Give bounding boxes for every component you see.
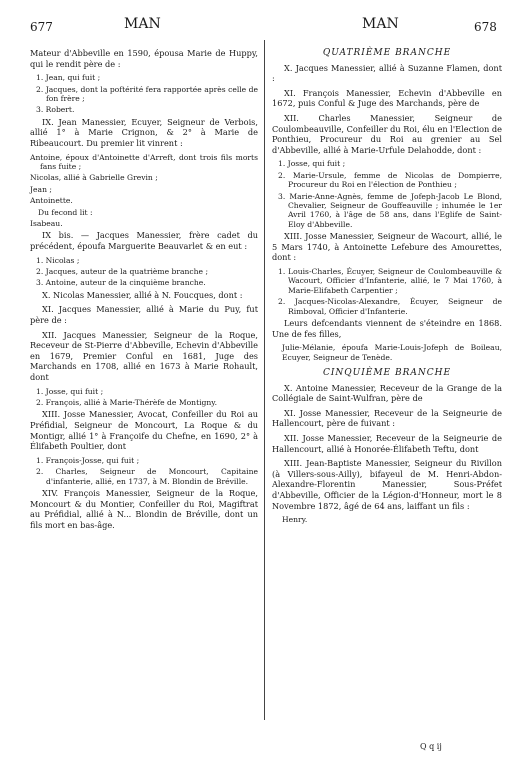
list-item: 1. Nicolas ; xyxy=(36,255,80,265)
list-item: 2. Charles, Seigneur de Moncourt, Capitaine d'infanterie, allié, en 1737, à M. Blondin de Bréville. xyxy=(36,467,258,486)
list-item: 3. Antoine, auteur de la cinquième branche. xyxy=(36,278,206,288)
list-item: 1. Jean, qui fuit ; xyxy=(36,73,101,83)
list-item: 2. Jacques-Nicolas-Alexandre, Écuyer, Seigneur de Rimboval, Officier d'Infanterie. xyxy=(278,297,502,316)
paragraph: XI. Josse Manessier, Receveur de la Seigneurie de Hallencourt, père de fuivant : xyxy=(272,407,502,429)
list-item: 1. François-Josse, qui fuit ; xyxy=(36,455,140,465)
right-column xyxy=(272,48,502,527)
list-item: Antoinette. xyxy=(30,196,73,206)
left-page-number: 677 xyxy=(30,20,53,34)
signature-mark: Q q ij xyxy=(420,742,442,751)
paragraph: XI. François Manessier, Echevin d'Abbeville en 1672, puis Conful & Juge des Marchands, père de xyxy=(272,87,502,109)
list-item: Antoine, époux d'Antoinette d'Arreft, dont trois fils morts fans fuite ; xyxy=(30,152,258,171)
right-page-number: 678 xyxy=(474,20,497,34)
list-item: 1. Josse, qui fuit ; xyxy=(278,159,346,169)
list-item: Nicolas, allié à Gabrielle Grevin ; xyxy=(30,173,158,183)
list-item: 1. Louis-Charles, Écuyer, Seigneur de Coulombeauville & Wacourt, Officier d'Infanterie, allié, le 7 Mai 1760, à Marie-Elifabeth Carpentier ; xyxy=(278,266,502,295)
left-column xyxy=(30,48,258,534)
paragraph: X. Nicolas Manessier, allié à N. Foucques, dont : xyxy=(42,289,243,300)
right-running-title: MAN xyxy=(362,16,399,32)
paragraph: XIII. Josse Manessier, Avocat, Confeiller du Roi au Préfidial, Seigneur de Moncourt, La Roque & du Montigr, allié 1° à Françoife du Chefne, en 1690, 2° à Élifabeth Poultier, dont xyxy=(30,409,258,452)
paragraph: IX. Jean Manessier, Ecuyer, Seigneur de Verbois, allié 1° à Marie Crignon, & 2° à Marie de Ribeaucourt. Du premier lit vinrent : xyxy=(30,116,258,148)
paragraph: XII. Josse Manessier, Receveur de la Seigneurie de Hallencourt, allié à Honorée-Élifabeth Teftu, dont xyxy=(272,432,502,454)
paragraph: XIII. Jean-Baptiste Manessier, Seigneur du Rivillon (à Villers-sous-Ailly), bifayeul de M. Henri-Abdon-Alexandre-Florentin Manessier, Sous-Préfet d'Abbeville, Officier de la Légion-d'Honneur, mort le 8 Novembre 1872, âgé de 64 ans, laiffant un fils : xyxy=(272,458,502,511)
paragraph: X. Antoine Manessier, Receveur de la Grange de la Collégiale de Saint-Wulfran, père de xyxy=(272,382,502,404)
list-item: Jean ; xyxy=(30,184,52,194)
list-item: Du fecond lit : xyxy=(38,207,93,217)
paragraph: Mateur d'Abbeville en 1590, épousa Marie de Huppy, qui le rendit père de : xyxy=(30,48,258,69)
list-item: 2. François, allié à Marie-Thérèfe de Montigny. xyxy=(36,398,217,407)
paragraph: XIII. Josse Manessier, Seigneur de Wacourt, allié, le 5 Mars 1740, à Antoinette Lefebure des Amourettes, dont : xyxy=(272,231,502,263)
list-item: Isabeau. xyxy=(30,219,63,229)
paragraph: IX bis. — Jacques Manessier, frère cadet du précédent, époufa Marguerite Beauvarlet & en eut : xyxy=(30,230,258,252)
list-item: 2. Jacques, dont la poftérité fera rapportée après celle de fon frère ; xyxy=(36,84,258,103)
list-item: 2. Jacques, auteur de la quatrième branche ; xyxy=(36,267,209,277)
paragraph: Julie-Mélanie, époufa Marie-Louis-Jofeph de Boileau, Ecuyer, Seigneur de Tenède. xyxy=(282,343,502,362)
section-heading: CINQUIÈME BRANCHE xyxy=(322,368,452,378)
paragraph: XI. Jacques Manessier, allié à Marie du Puy, fut père de : xyxy=(30,304,258,326)
list-item: 3. Marie-Anne-Agnès, femme de Jofeph-Jacob Le Blond, Chevalier, Seigneur de Gouffeauville ; inhumée le 1er Avril 1760, à l'âge de 58 ans, dans l'Eglife de Saint-Eloy d'Abbeville. xyxy=(278,191,502,229)
paragraph: XII. Jacques Manessier, Seigneur de la Roque, Receveur de St-Pierre d'Abbeville, Echevin d'Abbeville en 1679, Premier Conful en 1681, Juge des Marchands en 1708, allié en 1673 à Marie Rohault, dont xyxy=(30,329,258,382)
left-running-title: MAN xyxy=(124,16,161,32)
paragraph: Leurs defcendants viennent de s'éteindre en 1868. Une de fes filles, xyxy=(272,318,502,339)
paragraph: X. Jacques Manessier, allié à Suzanne Flamen, dont : xyxy=(272,62,502,84)
paragraph: Henry. xyxy=(282,515,308,525)
column-divider xyxy=(264,40,265,720)
list-item: 1. Josse, qui fuit ; xyxy=(36,386,104,396)
list-item: 2. Marie-Ursule, femme de Nicolas de Dompierre, Procureur du Roi en l'élection de Ponthieu ; xyxy=(278,170,502,190)
paragraph: XII. Charles Manessier, Seigneur de Coulombeauville, Confeiller du Roi, élu en l'Election de Ponthieu, Procureur du Roi au grenier au Sel d'Abbeville, allié à Marie-Urfule Delahodde, dont : xyxy=(272,112,502,155)
paragraph: XIV. François Manessier, Seigneur de la Roque, Moncourt & du Montier, Confeiller du Roi, Magiftrat au Préfidial, allié à N... Blondin de Bréville, dont un fils mort en bas-âge. xyxy=(30,488,258,530)
list-item: 3. Robert. xyxy=(36,105,75,115)
section-heading: QUATRIÈME BRANCHE xyxy=(322,48,452,58)
